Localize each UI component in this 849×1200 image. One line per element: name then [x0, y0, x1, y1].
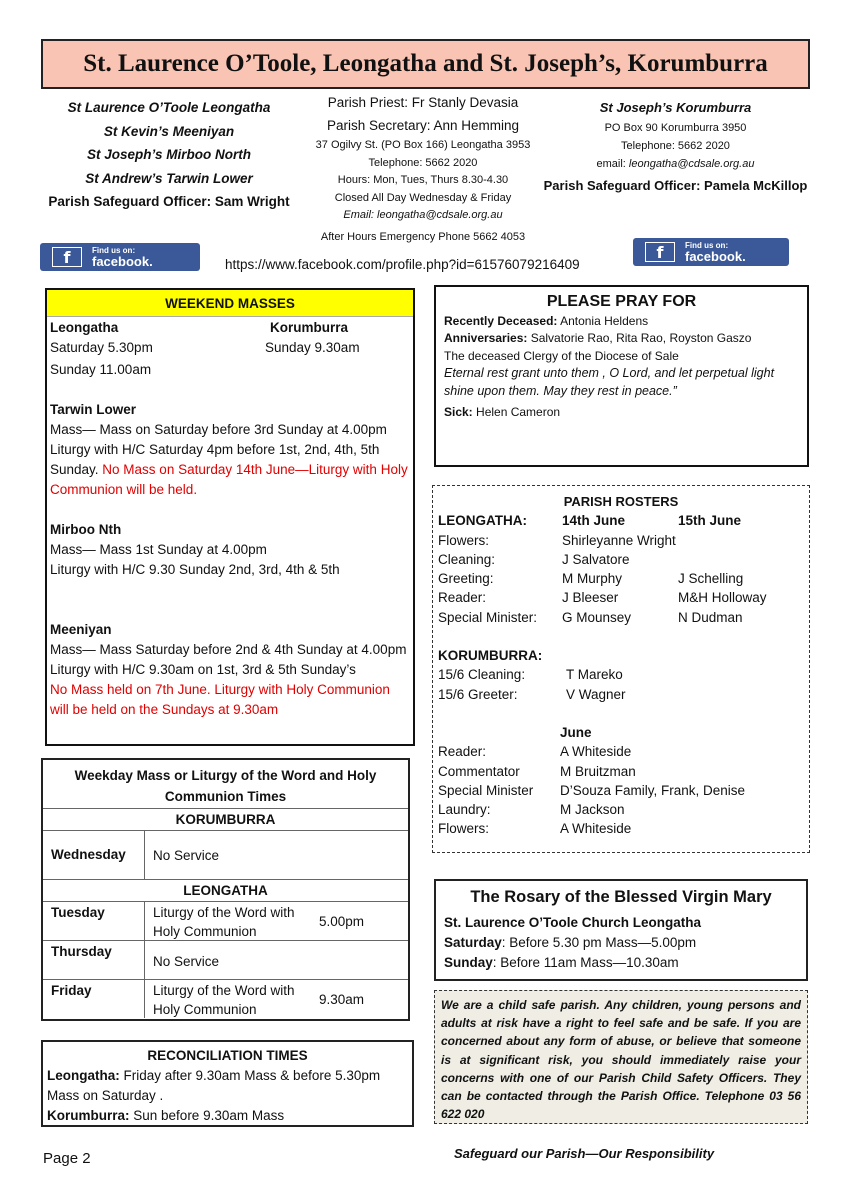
rosary-box: [434, 879, 808, 981]
roster-name: J Bleeser: [562, 590, 619, 606]
roster-row: [438, 819, 804, 838]
day-label: Thursday: [43, 941, 145, 979]
table-row: [43, 941, 408, 980]
roster-role: Commentator: [438, 763, 520, 779]
email: Email: leongatha@cdsale.org.au: [343, 209, 503, 221]
roster-row: [438, 550, 804, 569]
roster-name: D’Souza Family, Frank, Denise: [560, 782, 746, 798]
korumburra-label: KORUMBURRA:: [438, 648, 543, 664]
roster-role: Flowers:: [438, 532, 490, 548]
roster-row: [438, 800, 804, 819]
rosters-title: PARISH ROSTERS: [563, 494, 679, 509]
roster-role: Laundry:: [438, 802, 491, 818]
safeguard-officer: Parish Safeguard Officer: Pamela McKillop: [543, 178, 808, 193]
tarwin-liturgy: Liturgy with H/C Saturday 4pm before 1st, 2nd, 4th, 5th: [50, 442, 380, 457]
email: [533, 155, 818, 173]
june-label: June: [560, 724, 592, 740]
header-right: [533, 97, 818, 197]
telephone: Telephone: 5662 2020: [621, 140, 730, 152]
tarwin-sunday: Sunday.: [50, 462, 103, 477]
meeniyan-liturgy: Liturgy with H/C 9.30am on 1st, 3rd & 5th Sunday’s: [50, 662, 356, 677]
tarwin-red-notice: No Mass on Saturday 14th June—Liturgy with Holy Communion will be held.: [50, 462, 408, 497]
prayer-text: Eternal rest grant unto them , O Lord, and let perpetual light shine upon them. May they rest in peace.”: [444, 366, 775, 398]
anniversaries-names: Salvatorie Rao, Rita Rao, Royston Gaszo: [527, 331, 752, 345]
church-name: St Andrew’s Tarwin Lower: [85, 170, 253, 186]
roster-header-row: [438, 511, 804, 530]
facebook-text: [685, 241, 746, 263]
sick-label: Sick:: [444, 405, 473, 419]
day-label: Tuesday: [43, 902, 145, 940]
deceased-clergy: The deceased Clergy of the Diocese of Sale: [444, 348, 679, 363]
roster-name: M&H Holloway: [678, 590, 767, 606]
leongatha-times: Friday after 9.30am Mass & before 5.30pm Mass on Saturday .: [47, 1068, 381, 1103]
roster-row: [438, 608, 804, 627]
roster-role: Reader:: [438, 744, 487, 760]
rosary-saturday: [444, 933, 798, 953]
meeniyan-red-notice: No Mass held on 7th June. Liturgy with Holy Communion will be held on the Sundays at 9.30am: [50, 682, 390, 717]
mass-row: [50, 318, 410, 338]
tarwin-mass: Mass— Mass on Saturday before 3rd Sunday at 4.00pm: [50, 422, 387, 437]
june-header-row: [438, 723, 804, 742]
korumburra-sunday: Sunday 9.30am: [265, 340, 360, 355]
weekend-masses-box: [45, 288, 415, 746]
tarwin-heading: Tarwin Lower: [50, 402, 137, 417]
leongatha-label: LEONGATHA:: [438, 513, 527, 529]
roster-name: J Salvatore: [562, 551, 630, 567]
page-number: Page 2: [43, 1150, 91, 1167]
facebook-icon: f: [645, 242, 675, 262]
facebook-find-us: Find us on:: [685, 241, 729, 250]
mirboo-heading: Mirboo Nth: [50, 522, 122, 537]
roster-name: V Wagner: [566, 686, 626, 702]
roster-role: Special Minister:: [438, 609, 538, 625]
church-name: St Laurence O’Toole Leongatha: [67, 100, 271, 115]
leongatha-saturday: Saturday 5.30pm: [50, 340, 153, 355]
table-row: [43, 902, 408, 941]
tarwin-notice: [50, 460, 410, 500]
facebook-url[interactable]: https://www.facebook.com/profile.php?id=61576079216409: [225, 257, 580, 272]
po-box: PO Box 90 Korumburra 3950: [604, 122, 747, 134]
day-label: Wednesday: [43, 831, 145, 879]
parish-secretary: Parish Secretary: Ann Hemming: [326, 118, 520, 133]
sick-names: Helen Cameron: [472, 405, 561, 419]
roster-role: Special Minister: [438, 782, 534, 798]
roster-row: [438, 781, 804, 800]
service-desc: No Service: [153, 847, 220, 863]
rosary-church: St. Laurence O’Toole Church Leongatha: [444, 915, 702, 930]
facebook-word: facebook.: [92, 254, 153, 269]
email-address: leongatha@cdsale.org.au: [628, 158, 755, 170]
meeniyan-heading: Meeniyan: [50, 622, 112, 637]
roster-row: [438, 588, 804, 607]
roster-date-2: 15th June: [678, 513, 742, 529]
roster-name: [678, 531, 798, 550]
roster-row: [438, 685, 804, 704]
service-desc: Liturgy of the Word with Holy Communion: [153, 983, 295, 1017]
roster-name: T Mareko: [566, 667, 623, 683]
roster-name: M Murphy: [562, 571, 623, 587]
service-desc: Liturgy of the Word with Holy Communion: [153, 905, 295, 939]
weekday-mass-table: [41, 758, 410, 1021]
roster-role: 15/6 Cleaning:: [438, 667, 526, 683]
leongatha-subheading: LEONGATHA: [43, 880, 408, 902]
table-row: [43, 980, 408, 1018]
please-pray-title: PLEASE PRAY FOR: [546, 293, 697, 310]
address: 37 Ogilvy St. (PO Box 166) Leongatha 3953: [315, 139, 531, 151]
leongatha-label: Leongatha:: [47, 1068, 120, 1083]
mass-row: [50, 338, 410, 358]
church-name: St Kevin’s Meeniyan: [103, 123, 235, 139]
header-middle: [298, 91, 548, 246]
page-title: St. Laurence O’Toole, Leongatha and St. Joseph’s, Korumburra: [41, 39, 810, 89]
reconciliation-title: RECONCILIATION TIMES: [147, 1048, 308, 1063]
rosary-sunday: [444, 953, 798, 973]
footer-motto: Safeguard our Parish—Our Responsibility: [454, 1146, 715, 1161]
korumburra-label: Korumburra:: [47, 1108, 130, 1123]
roster-name: G Mounsey: [562, 609, 632, 625]
facebook-find-us: Find us on:: [92, 246, 136, 255]
roster-name: M Bruitzman: [560, 763, 636, 779]
anniversaries-label: Anniversaries:: [444, 331, 528, 345]
header-left: [40, 96, 298, 214]
office-closed: Closed All Day Wednesday & Friday: [334, 191, 512, 204]
facebook-text: [92, 246, 153, 268]
after-hours-phone: After Hours Emergency Phone 5662 4053: [320, 230, 526, 243]
anniversaries: [444, 330, 799, 348]
weekend-masses-title: WEEKEND MASSES: [47, 290, 413, 317]
korumburra-heading: Korumburra: [270, 320, 349, 335]
saturday-time: : Before 5.30 pm Mass—5.00pm: [501, 935, 697, 950]
roster-role: Reader:: [438, 590, 487, 606]
reconciliation-box: [41, 1040, 414, 1127]
parish-priest: Parish Priest: Fr Stanly Devasia: [327, 95, 519, 110]
sick: [444, 404, 799, 422]
meeniyan-mass: Mass— Mass Saturday before 2nd & 4th Sunday at 4.00pm: [50, 642, 407, 657]
table-row: [43, 831, 408, 880]
reconciliation-leongatha: [47, 1066, 408, 1106]
korumburra-times: Sun before 9.30am Mass: [129, 1108, 285, 1123]
mirboo-mass: Mass— Mass 1st Sunday at 4.00pm: [50, 542, 267, 557]
roster-date-1: 14th June: [562, 513, 626, 529]
korumburra-subheading: KORUMBURRA: [43, 809, 408, 831]
facebook-icon: f: [52, 247, 82, 267]
roster-row: [438, 569, 804, 588]
roster-role: Greeting:: [438, 571, 494, 587]
child-safe-notice: We are a child safe parish. Any children, young persons and adults at risk have a right to feel safe and be safe. If you are concerned about any form of abuse, or believe that someone is at significant risk, you should immediately raise your concerns with one of our Parish Child Safety Officers. They can be contacted through the Parish Office. Telephone 03 56 622 020: [434, 990, 808, 1124]
roster-row: [438, 742, 804, 761]
please-pray-box: [434, 285, 809, 467]
safeguard-officer: Parish Safeguard Officer: Sam Wright: [48, 194, 290, 209]
church-name: St Joseph’s Mirboo North: [86, 147, 251, 162]
leongatha-heading: Leongatha: [50, 320, 119, 335]
roster-row: [438, 665, 804, 684]
roster-name: N Dudman: [678, 609, 743, 625]
rosary-title: The Rosary of the Blessed Virgin Mary: [470, 888, 772, 906]
recently-deceased: [444, 313, 799, 331]
reconciliation-korumburra: [47, 1106, 408, 1126]
roster-name: Shirleyanne Wright: [562, 532, 676, 548]
service-desc: No Service: [153, 954, 220, 969]
saturday-label: Saturday: [444, 935, 502, 950]
roster-name: A Whiteside: [560, 744, 632, 760]
roster-name: M Jackson: [560, 802, 625, 818]
office-hours: Hours: Mon, Tues, Thurs 8.30-4.30: [337, 174, 509, 186]
roster-name: J Schelling: [678, 571, 744, 587]
email-label: email:: [596, 158, 629, 170]
roster-name: [678, 550, 798, 569]
roster-name: A Whiteside: [560, 821, 632, 837]
deceased-names: Antonia Heldens: [557, 313, 649, 328]
roster-row: [438, 762, 804, 781]
telephone: Telephone: 5662 2020: [368, 156, 478, 169]
day-label: Friday: [43, 980, 145, 1018]
facebook-word: facebook.: [685, 249, 746, 264]
roster-role: 15/6 Greeter:: [438, 686, 518, 702]
facebook-badge[interactable]: [633, 238, 789, 266]
roster-role: Flowers:: [438, 821, 490, 837]
mirboo-liturgy: Liturgy with H/C 9.30 Sunday 2nd, 3rd, 4th & 5th: [50, 562, 340, 577]
sunday-time: : Before 11am Mass—10.30am: [492, 955, 679, 970]
roster-row: [438, 531, 804, 550]
roster-role: Cleaning:: [438, 551, 496, 567]
service-time: 5.00pm: [319, 914, 365, 929]
parish-rosters-box: [432, 485, 810, 853]
weekday-title: Weekday Mass or Liturgy of the Word and Holy Communion Times: [43, 760, 408, 809]
sunday-label: Sunday: [444, 955, 493, 970]
church-name: St Joseph’s Korumburra: [599, 100, 752, 115]
service-time: 9.30am: [319, 992, 365, 1007]
facebook-badge[interactable]: [40, 243, 200, 271]
leongatha-sunday: Sunday 11.00am: [50, 362, 152, 377]
deceased-label: Recently Deceased:: [444, 313, 558, 328]
